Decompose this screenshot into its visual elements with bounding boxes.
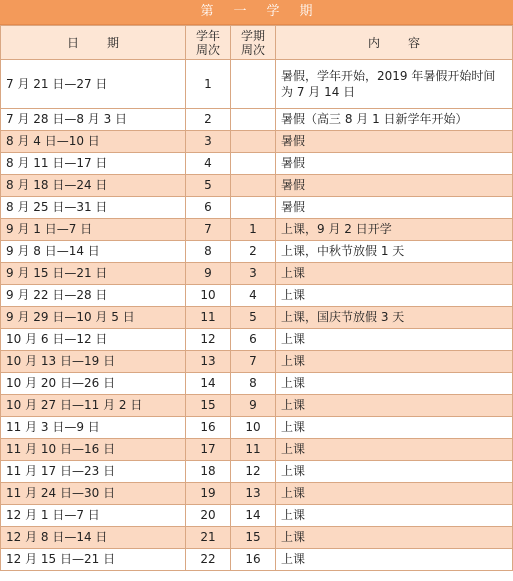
table-row: [1, 131, 513, 153]
row-date: 9 月 1 日—7 日: [1, 219, 186, 241]
row-content: 暑假，学年开始，2019 年暑假开始时间为 7 月 14 日: [276, 60, 513, 109]
row-content: 暑假: [276, 153, 513, 175]
row-term-week: 3: [231, 263, 276, 285]
row-content: 上课，9 月 2 日开学: [276, 219, 513, 241]
row-date: 9 月 8 日—14 日: [1, 241, 186, 263]
row-school-week: 7: [186, 219, 231, 241]
row-date: 11 月 17 日—23 日: [1, 461, 186, 483]
table-row: [1, 483, 513, 505]
row-school-week: 20: [186, 505, 231, 527]
row-content: 暑假: [276, 131, 513, 153]
header-school-week: 学年周次: [186, 26, 231, 60]
row-date: 8 月 25 日—31 日: [1, 197, 186, 219]
row-date: 11 月 3 日—9 日: [1, 417, 186, 439]
table-row: [1, 373, 513, 395]
row-term-week: 6: [231, 329, 276, 351]
row-date: 8 月 18 日—24 日: [1, 175, 186, 197]
schedule-table: [0, 25, 513, 571]
row-content: 上课: [276, 461, 513, 483]
row-date: 11 月 10 日—16 日: [1, 439, 186, 461]
row-content: 上课: [276, 417, 513, 439]
row-content: 上课: [276, 351, 513, 373]
table-row: [1, 197, 513, 219]
row-date: 12 月 8 日—14 日: [1, 527, 186, 549]
table-row: [1, 307, 513, 329]
row-content: 上课: [276, 527, 513, 549]
header-content: 内 容: [276, 26, 513, 60]
row-term-week: 10: [231, 417, 276, 439]
row-content: 上课: [276, 263, 513, 285]
row-term-week: [231, 153, 276, 175]
row-term-week: [231, 60, 276, 109]
row-school-week: 12: [186, 329, 231, 351]
row-term-week: 4: [231, 285, 276, 307]
row-term-week: 5: [231, 307, 276, 329]
table-row: [1, 329, 513, 351]
row-term-week: [231, 197, 276, 219]
table-row: [1, 417, 513, 439]
row-content: 上课: [276, 329, 513, 351]
table-row: [1, 505, 513, 527]
title-char: 第: [200, 4, 214, 19]
row-content: 暑假: [276, 175, 513, 197]
row-school-week: 2: [186, 109, 231, 131]
row-school-week: 18: [186, 461, 231, 483]
row-content: 上课: [276, 483, 513, 505]
row-content: 上课: [276, 439, 513, 461]
row-term-week: [231, 131, 276, 153]
table-row: [1, 219, 513, 241]
title-char: 期: [299, 4, 313, 19]
row-term-week: 13: [231, 483, 276, 505]
row-term-week: 2: [231, 241, 276, 263]
row-date: 9 月 15 日—21 日: [1, 263, 186, 285]
table-row: [1, 109, 513, 131]
row-term-week: 16: [231, 549, 276, 571]
row-school-week: 11: [186, 307, 231, 329]
table-row: [1, 60, 513, 109]
title-char: 学: [266, 4, 280, 19]
table-row: [1, 241, 513, 263]
row-school-week: 3: [186, 131, 231, 153]
row-school-week: 10: [186, 285, 231, 307]
row-date: 10 月 20 日—26 日: [1, 373, 186, 395]
header-row: [1, 26, 513, 60]
row-school-week: 14: [186, 373, 231, 395]
row-term-week: 12: [231, 461, 276, 483]
row-content: 上课，中秋节放假 1 天: [276, 241, 513, 263]
row-school-week: 1: [186, 60, 231, 109]
table-body: [1, 60, 513, 571]
row-date: 10 月 27 日—11 月 2 日: [1, 395, 186, 417]
row-school-week: 16: [186, 417, 231, 439]
table-row: [1, 175, 513, 197]
row-content: 暑假（高三 8 月 1 日新学年开始）: [276, 109, 513, 131]
row-content: 上课: [276, 549, 513, 571]
row-school-week: 4: [186, 153, 231, 175]
row-content: 上课: [276, 395, 513, 417]
row-date: 12 月 1 日—7 日: [1, 505, 186, 527]
header-date: 日 期: [1, 26, 186, 60]
row-school-week: 6: [186, 197, 231, 219]
row-school-week: 13: [186, 351, 231, 373]
row-date: 9 月 22 日—28 日: [1, 285, 186, 307]
row-content: 暑假: [276, 197, 513, 219]
row-term-week: 7: [231, 351, 276, 373]
table-row: [1, 549, 513, 571]
table-row: [1, 527, 513, 549]
row-date: 7 月 28 日—8 月 3 日: [1, 109, 186, 131]
row-school-week: 9: [186, 263, 231, 285]
header-term-week: 学期周次: [231, 26, 276, 60]
row-school-week: 22: [186, 549, 231, 571]
row-term-week: [231, 175, 276, 197]
table-row: [1, 285, 513, 307]
row-content: 上课: [276, 373, 513, 395]
row-term-week: 1: [231, 219, 276, 241]
row-term-week: 15: [231, 527, 276, 549]
row-term-week: 8: [231, 373, 276, 395]
row-school-week: 19: [186, 483, 231, 505]
row-date: 8 月 4 日—10 日: [1, 131, 186, 153]
table-row: [1, 263, 513, 285]
row-date: 9 月 29 日—10 月 5 日: [1, 307, 186, 329]
row-date: 11 月 24 日—30 日: [1, 483, 186, 505]
row-school-week: 15: [186, 395, 231, 417]
table-row: [1, 153, 513, 175]
row-content: 上课: [276, 505, 513, 527]
row-school-week: 17: [186, 439, 231, 461]
row-date: 8 月 11 日—17 日: [1, 153, 186, 175]
row-date: 10 月 6 日—12 日: [1, 329, 186, 351]
row-term-week: 9: [231, 395, 276, 417]
row-term-week: [231, 109, 276, 131]
table-row: [1, 439, 513, 461]
row-content: 上课，国庆节放假 3 天: [276, 307, 513, 329]
term-title: [0, 0, 513, 25]
row-school-week: 8: [186, 241, 231, 263]
row-date: 7 月 21 日—27 日: [1, 60, 186, 109]
row-school-week: 5: [186, 175, 231, 197]
row-content: 上课: [276, 285, 513, 307]
row-school-week: 21: [186, 527, 231, 549]
row-term-week: 14: [231, 505, 276, 527]
row-date: 12 月 15 日—21 日: [1, 549, 186, 571]
table-row: [1, 461, 513, 483]
row-date: 10 月 13 日—19 日: [1, 351, 186, 373]
title-char: 一: [233, 4, 247, 19]
table-row: [1, 395, 513, 417]
row-term-week: 11: [231, 439, 276, 461]
table-row: [1, 351, 513, 373]
